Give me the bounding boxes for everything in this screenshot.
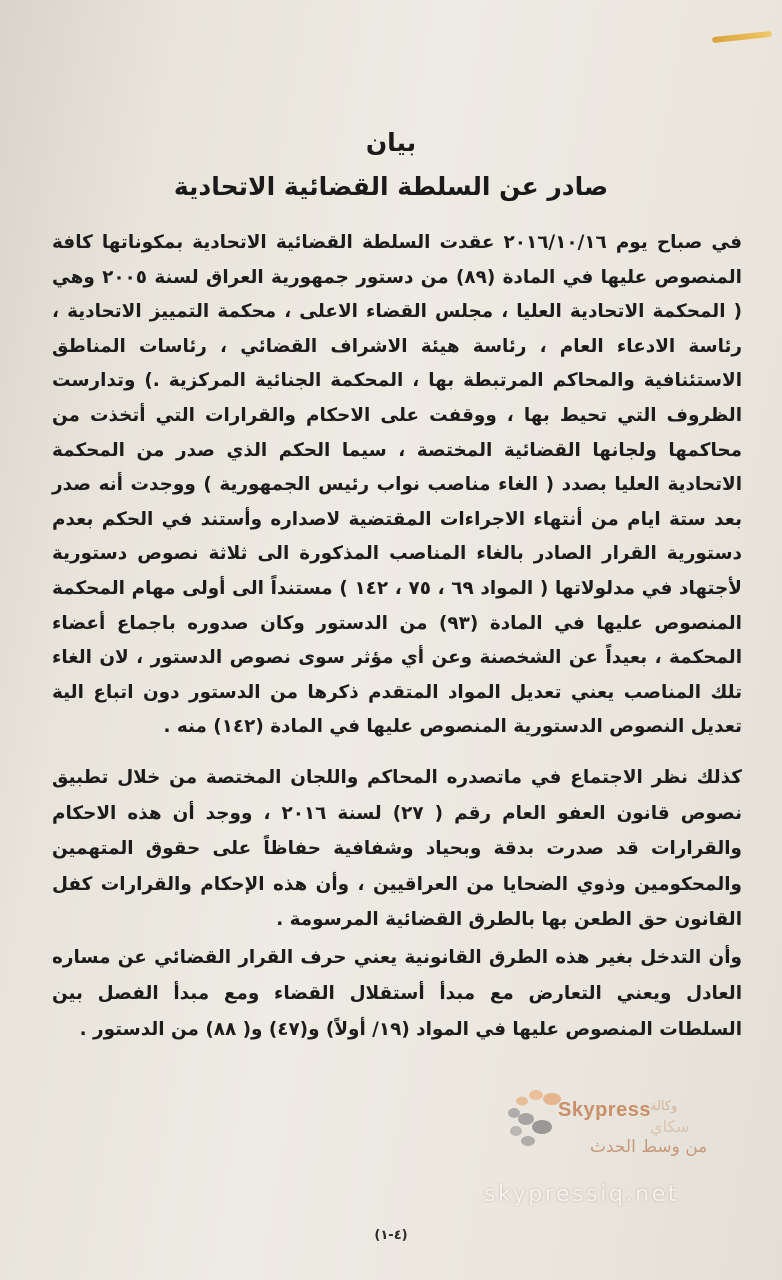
paragraph-3: وأن التدخل بغير هذه الطرق القانونية يعني حرف القرار القضائي عن مساره العادل ويعني التعارض مع مبدأ أستقلال القضاء ومع مبدأ الفصل بين السلطات المنصوص عليها في المواد (١٩/ أولاً) و(٤٧) و( ٨٨) من الدستور .: [52, 947, 742, 1040]
paragraph-1: في صباح يوم ٢٠١٦/١٠/١٦ عقدت السلطة القضائية الاتحادية بمكوناتها كافة المنصوص عليها في المادة (٨٩) من دستور جمهورية العراق لسنة ٢٠٠٥ وهي ( المحكمة الاتحادية العليا ، مجلس القضاء الاعلى ، محكمة التمييز الاتحادية ، رئاسة الادعاء العام ، رئاسة هيئة الاشراف القضائي ، رئاسات المناطق الاستئنافية والمحاكم المرتبطة بها ، المحكمة الجنائية المركزية .) وتدارست الظروف التي تحيط بها ، ووقفت على الاحكام والقرارات التي أتخذت من محاكمها ولجانها القضائية المختصة ، سيما الحكم الذي صدر من المحكمة الاتحادية العليا بصدد ( الغاء مناصب نواب رئيس الجمهورية ) ووجدت أنه صدر بعد ستة ايام من أنتهاء الاجراءات المقتضية لاصداره وأستند في الحكم بعدم دستورية القرار الصادر بالغاء المناصب المذكورة الى ثلاثة نصوص دستورية لأجتهاد في مدلولاتها ( المواد ٦٩ ، ٧٥ ، ١٤٢ ) مستنداً الى أولى مهام المحكمة المنصوص عليها في المادة (٩٣) من الدستور وكان صدوره باجماع أعضاء المحكمة ، بعيداً عن الشخصنة وعن أي مؤثر سوى نصوص الدستور ، لان الغاء تلك المناصب يعني تعديل المواد المتقدم ذكرها من الدستور دون اتباع الية تعديل النصوص الدستورية المنصوص عليها في المادة (١٤٢) منه .: [52, 232, 742, 738]
watermark-brand-en: Skypress: [558, 1099, 651, 1121]
watermark-url: skypressiq.net: [484, 1182, 679, 1207]
watermark-brand-ar: سكاي: [650, 1117, 690, 1136]
skypress-watermark: [500, 1085, 740, 1195]
page-number: (٤-١): [374, 1228, 408, 1243]
paragraph-2: كذلك نظر الاجتماع في ماتصدره المحاكم واللجان المختصة من خلال تطبيق نصوص قانون العفو العام رقم ( ٢٧) لسنة ٢٠١٦ ، ووجد أن هذه الاحكام والقرارات قد صدرت بدقة وبحياد وشفافية حفاظاً على حقوق المتهمين والمحكومين وذوي الضحايا من العراقيين ، وأن هذه الإحكام والقرارات كفل القانون حق الطعن بها بالطرق القضائية المرسومة .: [52, 767, 742, 930]
watermark-tagline: من وسط الحدث: [590, 1137, 708, 1157]
watermark-brand-ar-top: وكالة: [650, 1099, 678, 1114]
document-title: بيان: [365, 128, 417, 157]
document-subtitle: صادر عن السلطة القضائية الاتحادية: [173, 172, 609, 201]
paperclip: [712, 31, 772, 43]
